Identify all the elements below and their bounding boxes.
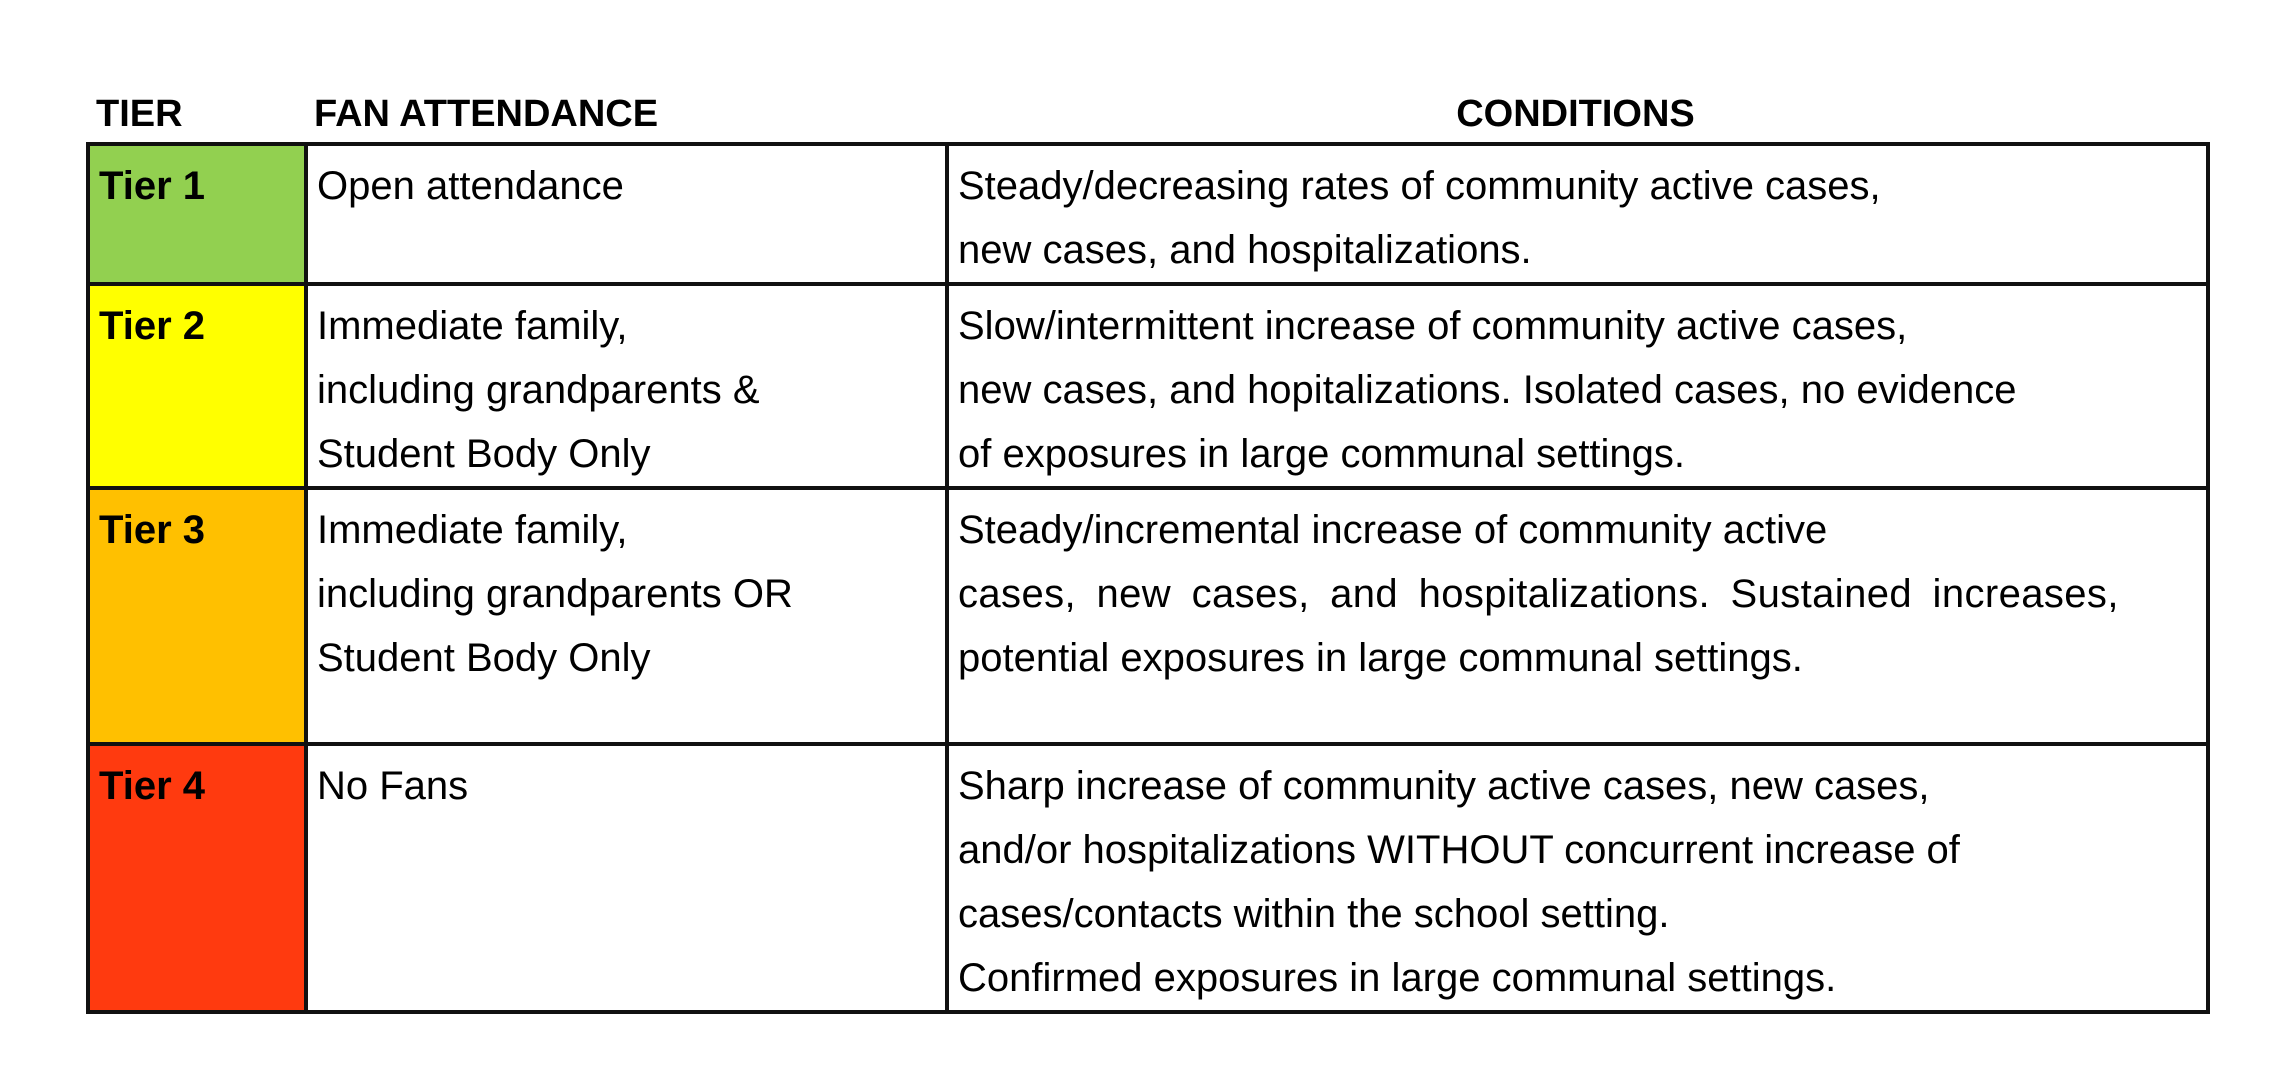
conditions-line: of exposures in large communal settings.: [958, 432, 1686, 476]
tier-1-conditions: [947, 144, 2208, 284]
tier-4-conditions: [947, 744, 2208, 1012]
table-row-tier-4: [88, 744, 2208, 1012]
table-row-tier-3: [88, 488, 2208, 744]
fan-attendance-line: Student Body Only: [317, 432, 651, 476]
header-fan-attendance: FAN ATTENDANCE: [314, 93, 659, 135]
conditions-line: Slow/intermittent increase of community active cases,: [958, 304, 1908, 348]
fan-attendance-line: including grandparents &: [317, 368, 760, 412]
header-conditions: CONDITIONS: [1456, 93, 1695, 135]
conditions-line: Steady/incremental increase of community active: [958, 508, 1828, 552]
fan-attendance-line: including grandparents OR: [317, 572, 793, 616]
tier-1-cell: [88, 144, 306, 284]
conditions-line: Confirmed exposures in large communal settings.: [958, 956, 1837, 1000]
fan-attendance-line: Open attendance: [317, 164, 624, 208]
tier-table: [86, 142, 2210, 1014]
fan-attendance-line: Immediate family,: [317, 508, 628, 552]
tier-1-fan-attendance: [306, 144, 947, 284]
tier-3-label: Tier 3: [99, 508, 205, 552]
tier-2-conditions: [947, 284, 2208, 488]
fan-attendance-line: Student Body Only: [317, 636, 651, 680]
tier-3-fan-attendance: [306, 488, 947, 744]
conditions-line: cases/contacts within the school setting.: [958, 892, 1670, 936]
fan-attendance-line: No Fans: [317, 764, 469, 808]
tier-4-label: Tier 4: [99, 764, 205, 808]
conditions-line: potential exposures in large communal settings.: [958, 636, 1803, 680]
conditions-line: and/or hospitalizations WITHOUT concurrent increase of: [958, 828, 1960, 872]
tier-4-cell: [88, 744, 306, 1012]
tier-3-cell: [88, 488, 306, 744]
table-row-tier-1: [88, 144, 2208, 284]
fan-attendance-line: Immediate family,: [317, 304, 628, 348]
tier-1-label: Tier 1: [99, 164, 205, 208]
tier-4-fan-attendance: [306, 744, 947, 1012]
header-tier: TIER: [96, 93, 183, 135]
conditions-line: new cases, and hopitalizations. Isolated cases, no evidence: [958, 368, 2017, 412]
table-row-tier-2: [88, 284, 2208, 488]
conditions-line: cases, new cases, and hospitalizations. Sustained increases,: [958, 572, 2119, 616]
tier-2-label: Tier 2: [99, 304, 205, 348]
tier-3-conditions: [947, 488, 2208, 744]
conditions-line: Steady/decreasing rates of community active cases,: [958, 164, 1881, 208]
conditions-line: Sharp increase of community active cases, new cases,: [958, 764, 1930, 808]
tier-2-fan-attendance: [306, 284, 947, 488]
conditions-line: new cases, and hospitalizations.: [958, 228, 1532, 272]
tier-2-cell: [88, 284, 306, 488]
